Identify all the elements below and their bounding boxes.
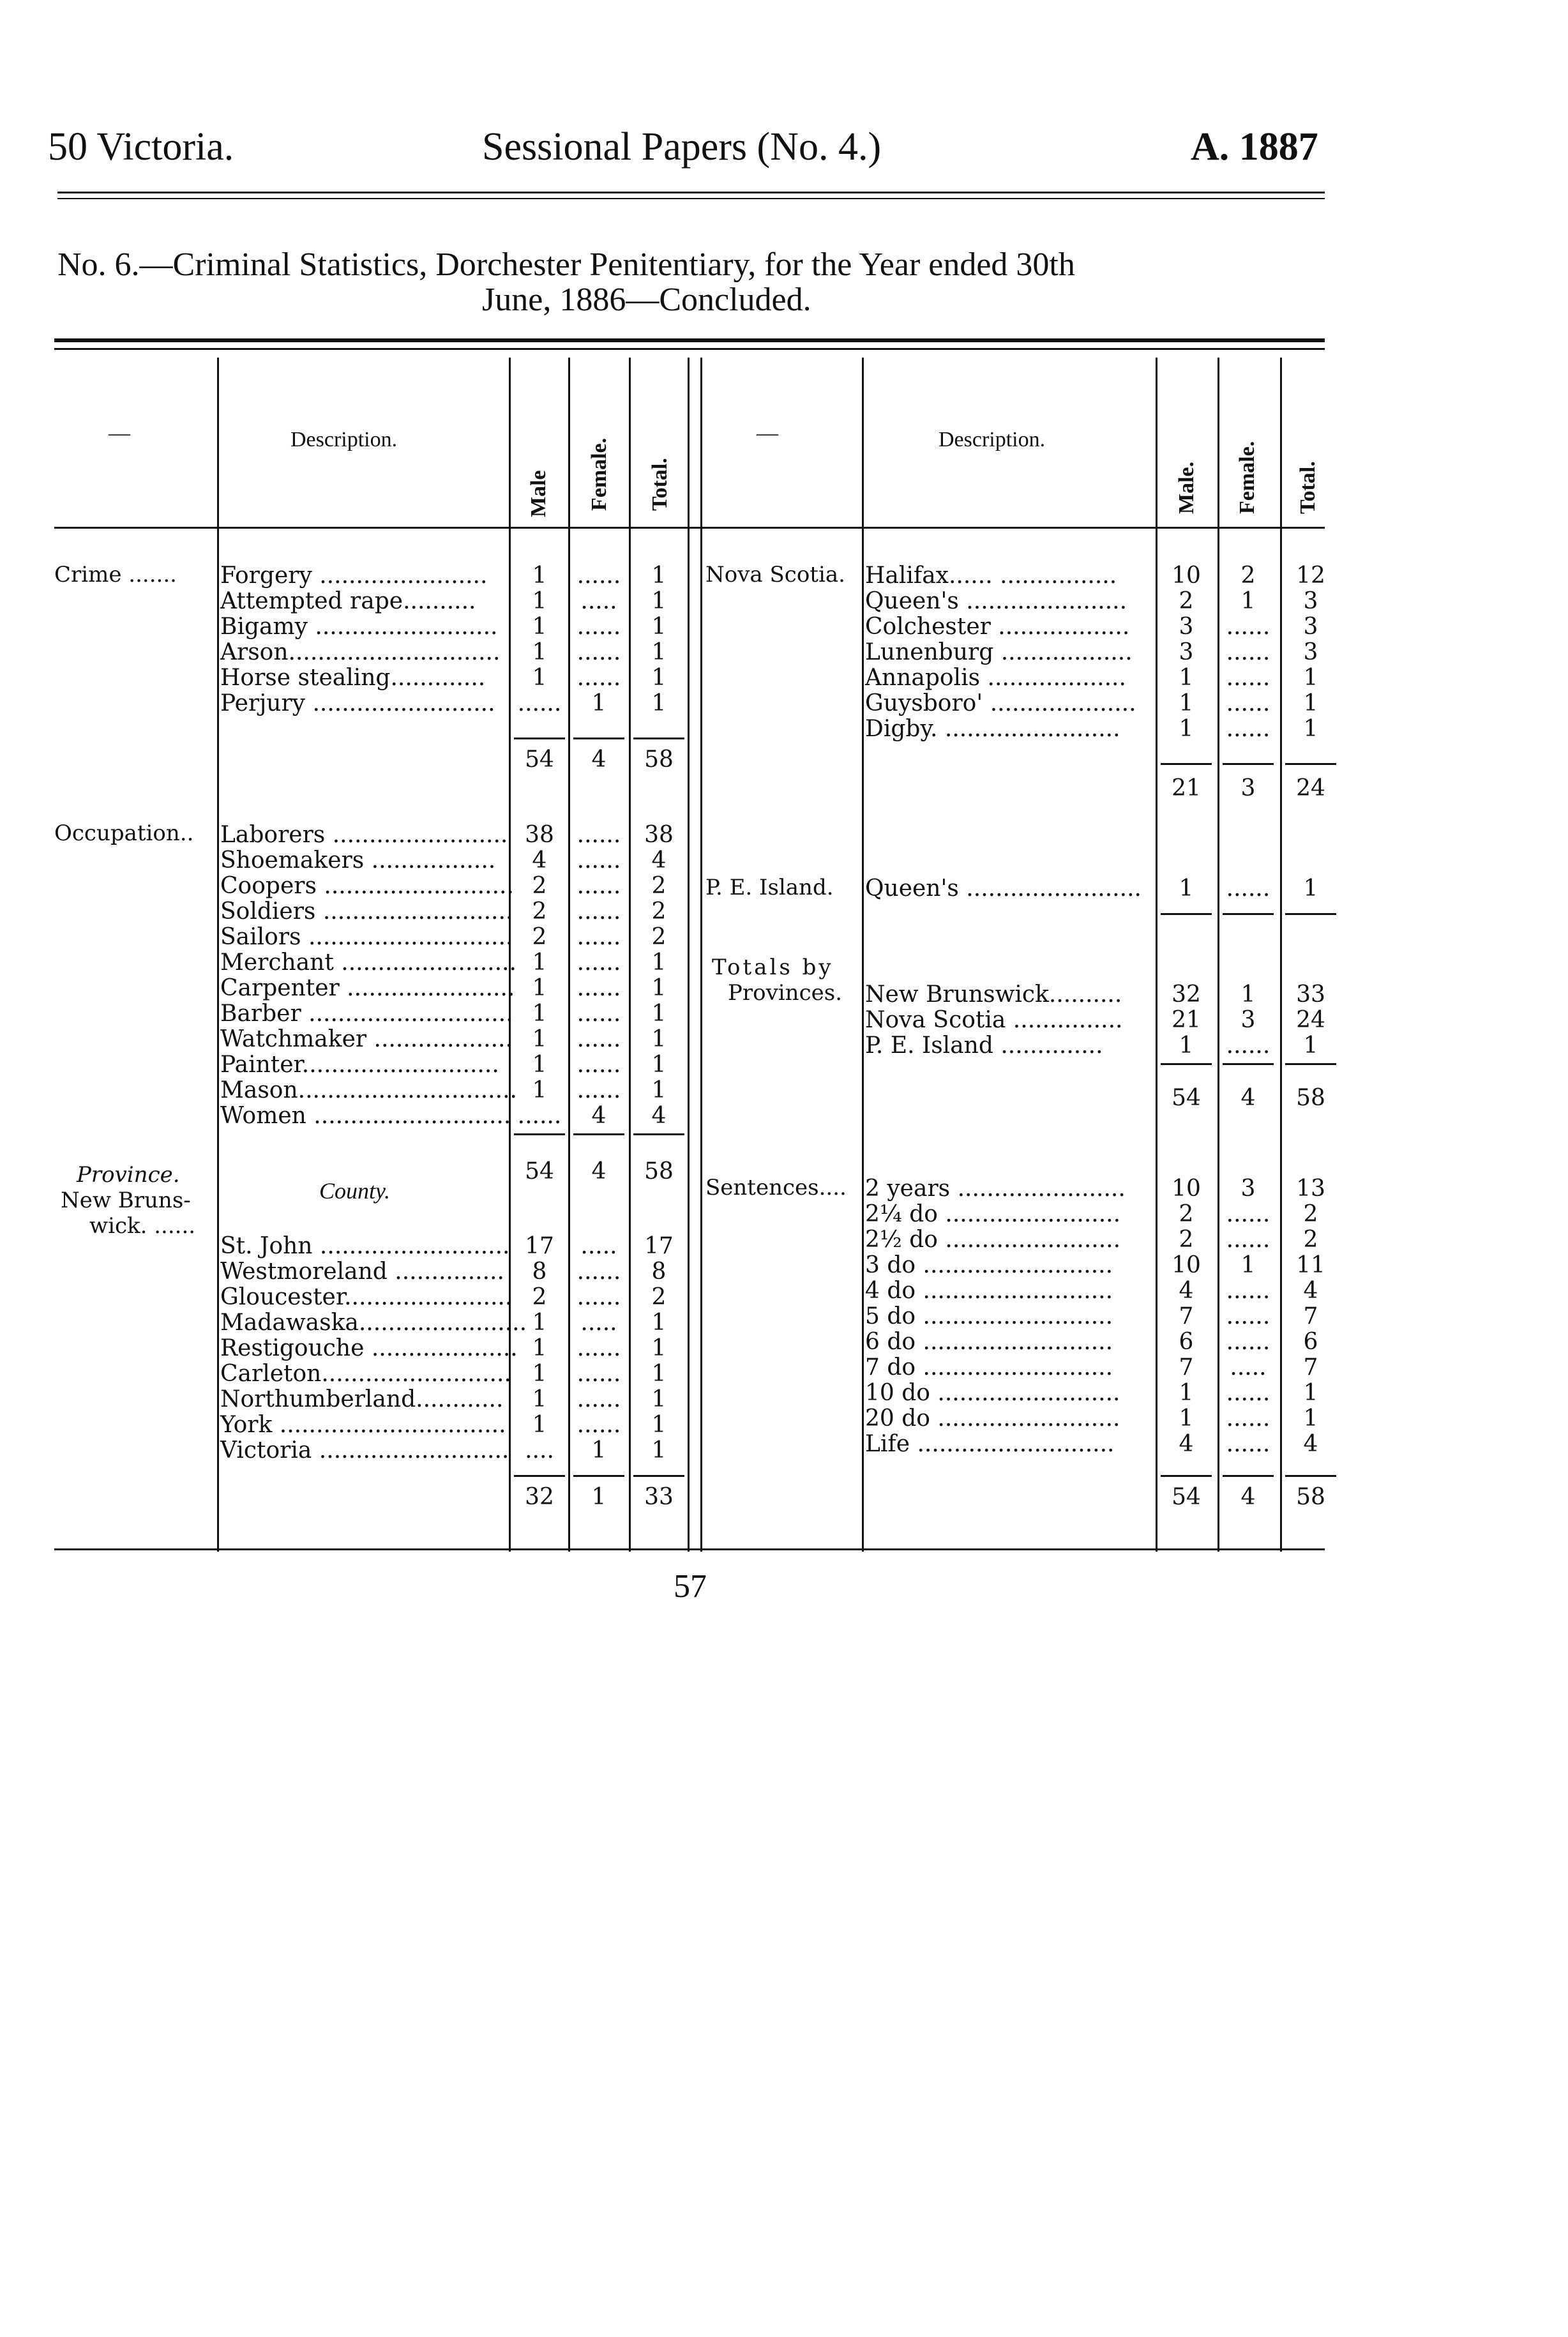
row-male: 1 <box>532 563 547 589</box>
row-female: ...... <box>1226 1303 1270 1329</box>
totals-by-label-2: Provinces. <box>728 980 842 1006</box>
row-female: ...... <box>577 873 621 899</box>
row-total: 1 <box>1303 716 1318 742</box>
row-description: Westmoreland ............... <box>220 1259 504 1285</box>
total-rule-total <box>633 1133 684 1135</box>
row-female: ...... <box>577 1001 621 1027</box>
row-total: 2 <box>651 898 667 925</box>
row-description: P. E. Island .............. <box>865 1032 1103 1059</box>
row-description: Annapolis ................... <box>865 665 1126 691</box>
row-total: 1 <box>1303 1032 1318 1059</box>
row-total: 6 <box>1303 1329 1318 1355</box>
col-total-left: Total. <box>648 458 672 511</box>
row-male: 1 <box>1179 690 1194 716</box>
row-male: 10 <box>1172 1252 1201 1278</box>
row-male: 1 <box>532 1077 547 1103</box>
table-bottom-rule <box>54 1548 1325 1550</box>
row-male: 1 <box>532 975 547 1001</box>
row-description: Horse stealing............. <box>220 665 486 691</box>
row-description: Watchmaker ................... <box>220 1026 513 1052</box>
col-male-left: Male <box>527 470 550 517</box>
row-description: Arson............................. <box>220 639 501 665</box>
row-female: ...... <box>577 822 621 848</box>
row-description: 5 do .......................... <box>865 1303 1113 1329</box>
row-description: Gloucester....................... <box>220 1284 513 1310</box>
row-total: 1 <box>651 588 667 614</box>
row-description: Restigouche .................... <box>220 1335 518 1361</box>
row-total: 38 <box>644 822 674 848</box>
row-male: 1 <box>532 1052 547 1078</box>
row-total: 2 <box>651 873 667 899</box>
col-rule-mid-2 <box>700 358 702 1552</box>
total-rule-total <box>1285 1475 1336 1477</box>
total-rule-male <box>1161 1063 1212 1065</box>
row-male: 4 <box>532 847 547 874</box>
row-description: New Brunswick.......... <box>865 981 1122 1008</box>
row-total: 7 <box>1303 1354 1318 1380</box>
row-female: ...... <box>577 1026 621 1052</box>
row-total: 1 <box>651 1001 667 1027</box>
row-description: Forgery ....................... <box>220 563 488 589</box>
row-female: ...... <box>577 975 621 1001</box>
col-male-right: Male. <box>1175 461 1198 514</box>
row-female: ...... <box>577 563 621 589</box>
row-total: 2 <box>1303 1201 1318 1227</box>
total-rule-total <box>1285 1063 1336 1065</box>
row-male: 3 <box>1179 614 1194 640</box>
row-description: York ............................... <box>220 1412 506 1438</box>
row-female: ...... <box>577 614 621 640</box>
row-male: 2 <box>532 924 547 950</box>
pei-rule-male <box>1161 913 1212 915</box>
total-rule-male <box>514 737 565 739</box>
total-total: 58 <box>1296 1484 1325 1510</box>
row-male: 1 <box>532 588 547 614</box>
row-female: ...... <box>1226 1201 1270 1227</box>
row-male: 21 <box>1172 1007 1201 1033</box>
nova-scotia-label: Nova Scotia. <box>705 562 845 587</box>
papers-label: Sessional Papers (No. 4.) <box>482 125 882 169</box>
row-total: 1 <box>651 1412 667 1438</box>
row-female: 1 <box>591 690 607 716</box>
total-male: 32 <box>525 1484 554 1510</box>
row-female: ...... <box>577 1361 621 1387</box>
row-male: 4 <box>1179 1278 1194 1304</box>
row-male: ...... <box>517 1103 562 1129</box>
total-rule-female <box>1223 1475 1274 1477</box>
row-description: Bigamy ......................... <box>220 614 498 640</box>
row-female: ...... <box>577 847 621 874</box>
row-total: 1 <box>651 1310 667 1336</box>
row-total: 1 <box>1303 1380 1318 1406</box>
county-heading: County. <box>319 1178 391 1204</box>
row-description: 2 years ....................... <box>865 1176 1126 1202</box>
row-total: 1 <box>651 614 667 640</box>
row-total: 3 <box>1303 614 1318 640</box>
row-description: Soldiers .......................... <box>220 898 513 925</box>
row-description: Mason.............................. <box>220 1077 517 1103</box>
row-total: 1 <box>651 563 667 589</box>
total-total: 58 <box>1296 1085 1325 1111</box>
totals-by-label: Totals by <box>712 955 834 980</box>
total-rule-female <box>1223 1063 1274 1065</box>
total-male: 54 <box>1172 1085 1201 1111</box>
row-female: ...... <box>1226 1278 1270 1304</box>
row-male: ...... <box>517 690 562 716</box>
row-male: 1 <box>1179 716 1194 742</box>
row-male: 2 <box>1179 1227 1194 1253</box>
row-description: Painter........................... <box>220 1052 499 1078</box>
row-male: 1 <box>1179 1032 1194 1059</box>
title-rule-2 <box>54 348 1325 350</box>
row-total: 4 <box>651 847 667 874</box>
row-male: 10 <box>1172 563 1201 589</box>
row-female: ...... <box>577 1052 621 1078</box>
row-total: 1 <box>1303 875 1318 902</box>
session-label: 50 Victoria. <box>48 125 234 169</box>
row-total: 1 <box>651 665 667 691</box>
row-male: 2 <box>532 873 547 899</box>
pei-label: P. E. Island. <box>705 875 834 900</box>
col-dash-left: — <box>109 421 130 445</box>
row-female: ...... <box>577 639 621 665</box>
total-rule-female <box>1223 763 1274 765</box>
row-total: 1 <box>651 1437 667 1463</box>
row-description: Victoria .......................... <box>220 1437 509 1463</box>
row-female: ...... <box>1226 1431 1270 1457</box>
total-rule-female <box>573 737 624 739</box>
row-description: 20 do ......................... <box>865 1405 1120 1432</box>
row-female: ...... <box>577 949 621 976</box>
row-female: 1 <box>1240 981 1256 1008</box>
sentences-label: Sentences.... <box>705 1175 847 1200</box>
row-description: Northumberland............ <box>220 1386 504 1412</box>
total-rule-total <box>1285 763 1336 765</box>
row-total: 1 <box>1303 1405 1318 1432</box>
row-total: 1 <box>651 975 667 1001</box>
row-description: Guysboro' .................... <box>865 690 1136 716</box>
row-male: 6 <box>1179 1329 1194 1355</box>
row-description: 4 do .......................... <box>865 1278 1113 1304</box>
row-male: .... <box>525 1437 554 1463</box>
row-description: Carleton.......................... <box>220 1361 511 1387</box>
pei-rule-female <box>1223 913 1274 915</box>
total-total: 33 <box>644 1484 674 1510</box>
row-total: 2 <box>1303 1227 1318 1253</box>
row-description: Carpenter ....................... <box>220 975 515 1001</box>
pei-rule-total <box>1285 913 1336 915</box>
row-total: 1 <box>651 1335 667 1361</box>
page-number: 57 <box>674 1568 707 1605</box>
row-description: Colchester .................. <box>865 614 1130 640</box>
col-female-right: Female. <box>1235 441 1259 514</box>
row-total: 1 <box>651 639 667 665</box>
total-rule-male <box>514 1133 565 1135</box>
row-male: 1 <box>532 1026 547 1052</box>
row-total: 4 <box>651 1103 667 1129</box>
row-description: 2½ do ........................ <box>865 1227 1121 1253</box>
row-female: ...... <box>1226 1032 1270 1059</box>
col-dash-right: — <box>757 421 778 445</box>
table-title-line1: No. 6.—Criminal Statistics, Dorchester Penitentiary, for the Year ended 30th <box>57 246 1075 283</box>
row-male: 1 <box>532 639 547 665</box>
row-male: 7 <box>1179 1354 1194 1380</box>
header-rule-2 <box>57 198 1325 199</box>
row-description: Queen's ........................ <box>865 875 1142 902</box>
row-total: 1 <box>651 1361 667 1387</box>
row-female: ...... <box>577 898 621 925</box>
total-female: 4 <box>591 746 607 773</box>
row-male: 1 <box>532 1361 547 1387</box>
row-female: ..... <box>1230 1354 1267 1380</box>
total-rule-female <box>573 1475 624 1477</box>
row-description: Sailors ............................ <box>220 924 513 950</box>
row-description: 7 do .......................... <box>865 1354 1113 1380</box>
total-male: 54 <box>1172 1484 1201 1510</box>
row-description: Lunenburg .................. <box>865 639 1133 665</box>
row-description: 6 do .......................... <box>865 1329 1113 1355</box>
row-male: 17 <box>525 1233 554 1259</box>
row-male: 2 <box>1179 588 1194 614</box>
row-female: ...... <box>577 1335 621 1361</box>
col-rule-right-cat <box>862 358 864 1552</box>
col-description-left: Description. <box>290 428 398 451</box>
row-description: Life ........................... <box>865 1431 1115 1457</box>
row-male: 38 <box>525 822 554 848</box>
row-description: 10 do ......................... <box>865 1380 1120 1406</box>
row-total: 4 <box>1303 1431 1318 1457</box>
row-total: 7 <box>1303 1303 1318 1329</box>
row-description: 2¼ do ........................ <box>865 1201 1121 1227</box>
total-female: 3 <box>1240 775 1256 801</box>
row-female: ...... <box>1226 665 1270 691</box>
row-female: ...... <box>577 1284 621 1310</box>
row-female: ...... <box>1226 875 1270 902</box>
row-total: 2 <box>651 924 667 950</box>
total-total: 58 <box>644 1158 674 1184</box>
province-name: New Bruns- <box>61 1188 191 1213</box>
row-female: 1 <box>1240 1252 1256 1278</box>
year-label: A. 1887 <box>1191 125 1318 169</box>
row-female: 1 <box>591 1437 607 1463</box>
row-female: ...... <box>577 924 621 950</box>
row-total: 17 <box>644 1233 674 1259</box>
row-description: Attempted rape.......... <box>220 588 476 614</box>
row-female: ...... <box>577 1412 621 1438</box>
row-description: Laborers ........................ <box>220 822 508 848</box>
row-total: 1 <box>651 1077 667 1103</box>
row-female: ..... <box>580 1233 617 1259</box>
row-total: 1 <box>1303 690 1318 716</box>
row-male: 2 <box>532 1284 547 1310</box>
row-male: 1 <box>1179 665 1194 691</box>
row-total: 4 <box>1303 1278 1318 1304</box>
row-description: Shoemakers ................. <box>220 847 496 874</box>
row-male: 8 <box>532 1259 547 1285</box>
row-male: 1 <box>532 1386 547 1412</box>
row-total: 8 <box>651 1259 667 1285</box>
row-description: Coopers .......................... <box>220 873 514 899</box>
row-description: Queen's ...................... <box>865 588 1127 614</box>
row-female: ...... <box>1226 1329 1270 1355</box>
total-rule-male <box>514 1475 565 1477</box>
total-total: 24 <box>1296 775 1325 801</box>
total-male: 54 <box>525 1158 554 1184</box>
row-male: 1 <box>532 665 547 691</box>
row-description: St. John .......................... <box>220 1233 510 1259</box>
row-description: Perjury ......................... <box>220 690 495 716</box>
row-description: 3 do .......................... <box>865 1252 1113 1278</box>
total-total: 58 <box>644 746 674 773</box>
col-female-left: Female. <box>587 437 611 511</box>
row-male: 1 <box>532 949 547 976</box>
row-male: 1 <box>532 1412 547 1438</box>
row-female: 1 <box>1240 588 1256 614</box>
total-female: 1 <box>591 1484 607 1510</box>
row-total: 2 <box>651 1284 667 1310</box>
total-male: 21 <box>1172 775 1201 801</box>
col-total-right: Total. <box>1296 461 1320 514</box>
row-description: Merchant ........................ <box>220 949 516 976</box>
total-rule-male <box>1161 763 1212 765</box>
crime-label: Crime ....... <box>54 562 177 587</box>
row-total: 24 <box>1296 1007 1325 1033</box>
row-male: 2 <box>532 898 547 925</box>
occupation-label: Occupation.. <box>54 821 194 846</box>
row-female: 3 <box>1240 1176 1256 1202</box>
row-male: 1 <box>532 614 547 640</box>
row-female: ...... <box>577 665 621 691</box>
row-total: 13 <box>1296 1176 1325 1202</box>
row-total: 33 <box>1296 981 1325 1008</box>
row-female: ...... <box>1226 1380 1270 1406</box>
header-rule <box>57 192 1325 193</box>
header-bottom-rule <box>54 527 1325 529</box>
row-female: ...... <box>1226 1405 1270 1432</box>
total-rule-male <box>1161 1475 1212 1477</box>
row-total: 3 <box>1303 588 1318 614</box>
row-male: 1 <box>1179 1405 1194 1432</box>
row-male: 10 <box>1172 1176 1201 1202</box>
row-male: 7 <box>1179 1303 1194 1329</box>
total-rule-total <box>633 737 684 739</box>
row-total: 3 <box>1303 639 1318 665</box>
col-description-right: Description. <box>939 428 1046 451</box>
total-rule-female <box>573 1133 624 1135</box>
row-total: 1 <box>651 1052 667 1078</box>
row-male: 1 <box>1179 875 1194 902</box>
row-male: 1 <box>532 1335 547 1361</box>
table-title-line2: June, 1886—Concluded. <box>482 282 811 318</box>
row-female: ..... <box>580 588 617 614</box>
row-total: 12 <box>1296 563 1325 589</box>
row-description: Barber ............................ <box>220 1001 513 1027</box>
total-female: 4 <box>591 1158 607 1184</box>
row-description: Halifax...... ................ <box>865 563 1117 589</box>
row-total: 1 <box>651 1386 667 1412</box>
row-female: ...... <box>577 1386 621 1412</box>
total-female: 4 <box>1240 1484 1256 1510</box>
row-total: 1 <box>651 949 667 976</box>
row-male: 4 <box>1179 1431 1194 1457</box>
row-female: 2 <box>1240 563 1256 589</box>
row-total: 1 <box>651 1026 667 1052</box>
row-description: Madawaska....................... <box>220 1310 527 1336</box>
row-female: 3 <box>1240 1007 1256 1033</box>
row-total: 1 <box>1303 665 1318 691</box>
row-description: Digby. ........................ <box>865 716 1120 742</box>
row-female: ...... <box>1226 614 1270 640</box>
col-rule-left-cat <box>217 358 219 1552</box>
row-female: ...... <box>577 1077 621 1103</box>
row-total: 1 <box>651 690 667 716</box>
row-male: 1 <box>532 1001 547 1027</box>
row-male: 2 <box>1179 1201 1194 1227</box>
row-male: 32 <box>1172 981 1201 1008</box>
province-label: Province. <box>77 1162 180 1188</box>
col-rule-mid-1 <box>688 358 690 1552</box>
total-rule-total <box>633 1475 684 1477</box>
row-male: 3 <box>1179 639 1194 665</box>
row-female: ...... <box>577 1259 621 1285</box>
row-description: Women ........................... <box>220 1103 511 1129</box>
row-female: ..... <box>580 1310 617 1336</box>
total-male: 54 <box>525 746 554 773</box>
row-male: 1 <box>532 1310 547 1336</box>
title-rule <box>54 338 1325 342</box>
row-female: ...... <box>1226 639 1270 665</box>
province-name-2: wick. ...... <box>89 1213 196 1239</box>
row-female: ...... <box>1226 716 1270 742</box>
row-description: Nova Scotia ............... <box>865 1007 1123 1033</box>
row-male: 1 <box>1179 1380 1194 1406</box>
total-female: 4 <box>1240 1085 1256 1111</box>
row-female: 4 <box>591 1103 607 1129</box>
row-total: 11 <box>1296 1252 1325 1278</box>
row-female: ...... <box>1226 690 1270 716</box>
row-female: ...... <box>1226 1227 1270 1253</box>
